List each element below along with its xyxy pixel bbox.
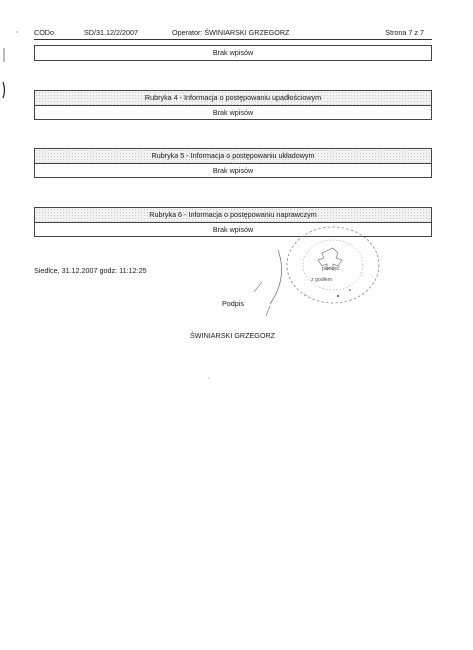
official-stamp-seal xyxy=(240,220,390,330)
signature-label: Podpis xyxy=(222,299,244,308)
signature-stroke xyxy=(270,250,282,304)
section-entry xyxy=(35,46,431,60)
header-rule xyxy=(34,39,432,40)
section-title-text: Rubryka 5 - Informacja o postępowaniu układowym xyxy=(151,151,315,160)
header-page-number: Strona 7 z 7 xyxy=(385,28,424,37)
section-box-rubryka-4 xyxy=(34,90,432,120)
section-title xyxy=(35,91,431,105)
section-box-rubryka-5 xyxy=(34,148,432,178)
section-entry-text: Brak wpisów xyxy=(212,48,254,57)
scan-margin-marks xyxy=(0,0,30,120)
section-title xyxy=(35,149,431,163)
stamp-dot xyxy=(349,289,351,291)
stamp-text-line-2: z godłem xyxy=(311,277,333,283)
section-entry-text: Brak wpisów xyxy=(212,225,254,234)
header-code: CODo xyxy=(34,28,54,37)
signature-stroke xyxy=(254,282,262,292)
stamp-dot xyxy=(337,295,339,297)
signatory-name: ŚWINIARSKI GRZEGORZ xyxy=(190,331,276,340)
signature-stroke xyxy=(266,306,270,316)
stamp-text-line-1: pieczęć xyxy=(322,266,340,272)
section-title-text: Rubryka 6 - Informacja o postępowaniu naprawczym xyxy=(149,210,317,219)
section-title-text: Rubryka 4 - Informacja o postępowaniu upadłościowym xyxy=(144,93,322,102)
header-operator: Operator: ŚWINIARSKI GRZEGORZ xyxy=(172,28,290,37)
section-entry-text: Brak wpisów xyxy=(212,166,254,175)
header-reference: SD/31.12/2/2007 xyxy=(84,28,138,37)
section-box-continuation xyxy=(34,45,432,61)
section-entry xyxy=(35,163,431,177)
section-entry-text: Brak wpisów xyxy=(212,108,254,117)
date-place-line: Siedlce, 31.12.2007 godz: 11:12:25 xyxy=(34,266,147,275)
section-entry xyxy=(35,105,431,119)
